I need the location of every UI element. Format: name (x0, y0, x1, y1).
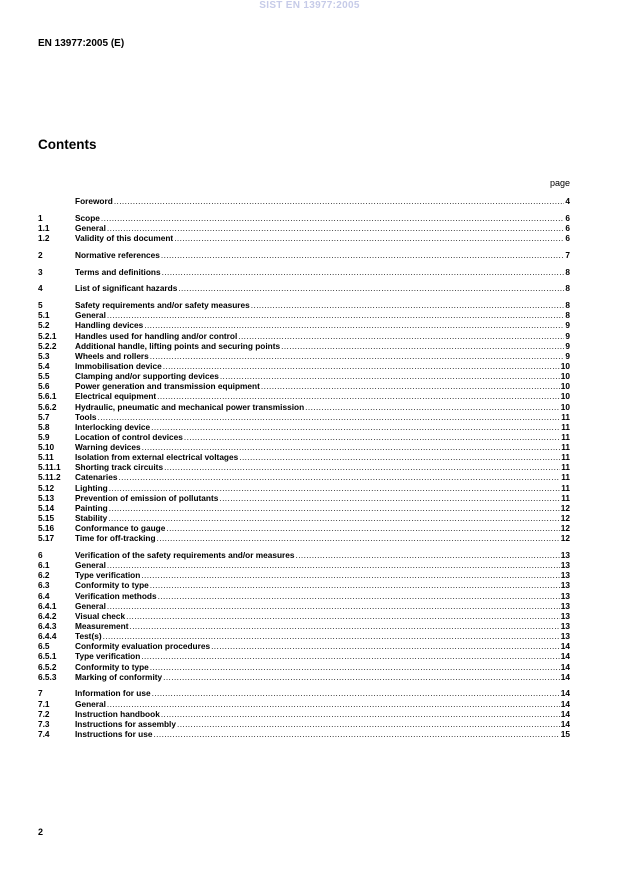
toc-entry[interactable] (38, 330, 570, 340)
toc-leader-dots (101, 213, 564, 223)
toc-entry[interactable] (38, 560, 570, 570)
toc-entry-number: 6.2 (38, 570, 50, 581)
toc-entry-page: 10 (560, 381, 570, 392)
toc-entry-title: Isolation from external electrical voltages (75, 452, 239, 463)
toc-entry-number: 1.1 (38, 223, 50, 234)
toc-leader-dots (184, 432, 560, 442)
toc-entry-title: General (75, 698, 106, 709)
toc-leader-dots (261, 381, 560, 391)
toc-entry[interactable] (38, 661, 570, 671)
toc-entry-title: General (75, 223, 106, 234)
toc-entry-number: 5.2.2 (38, 340, 57, 351)
document-id: EN 13977:2005 (E) (38, 38, 125, 49)
toc-entry-title: List of significant hazards (75, 283, 178, 294)
toc-leader-dots (107, 601, 560, 611)
toc-entry-page: 11 (561, 462, 570, 473)
toc-entry[interactable] (38, 233, 570, 243)
toc-entry-number: 6.5.3 (38, 671, 57, 682)
toc-leader-dots (238, 331, 564, 341)
toc-leader-dots (114, 196, 565, 206)
toc-entry-title: Measurement (75, 621, 129, 632)
toc-entry-page: 6 (565, 233, 570, 244)
toc-entry-page: 8 (565, 266, 570, 277)
toc-entry-number: 5.4 (38, 360, 50, 371)
toc-entry-title: Instructions for use (75, 729, 153, 740)
toc-entry-page: 7 (565, 249, 570, 260)
toc-entry-title: General (75, 560, 106, 571)
toc-entry-title: Power generation and transmission equipment (75, 381, 260, 392)
toc-leader-dots (251, 300, 565, 310)
toc-entry[interactable] (38, 688, 570, 698)
toc-leader-dots (108, 513, 559, 523)
toc-entry[interactable] (38, 442, 570, 452)
toc-leader-dots (220, 371, 560, 381)
toc-leader-dots (163, 672, 560, 682)
toc-entry-number: 5.8 (38, 421, 50, 432)
table-of-contents (38, 196, 570, 739)
toc-leader-dots (150, 351, 565, 361)
toc-entry[interactable] (38, 432, 570, 442)
toc-entry-title: Normative references (75, 249, 160, 260)
toc-entry-number: 5.2 (38, 320, 50, 331)
toc-entry[interactable] (38, 223, 570, 233)
toc-entry-number: 2 (38, 249, 43, 260)
toc-entry-page: 13 (560, 610, 570, 621)
toc-entry[interactable] (38, 533, 570, 543)
toc-entry[interactable] (38, 250, 570, 260)
toc-entry-page: 14 (560, 661, 570, 672)
toc-entry-number: 5.17 (38, 533, 55, 544)
toc-entry-page: 8 (565, 310, 570, 321)
toc-entry[interactable] (38, 401, 570, 411)
toc-entry[interactable] (38, 550, 570, 560)
toc-entry-page: 14 (560, 718, 570, 729)
toc-leader-dots (141, 570, 559, 580)
toc-leader-dots (161, 709, 560, 719)
watermark: SIST EN 13977:2005 (259, 0, 360, 11)
toc-entry[interactable] (38, 391, 570, 401)
toc-entry-number: 7.1 (38, 698, 50, 709)
toc-leader-dots (162, 267, 565, 277)
page-column-header: page (549, 178, 570, 188)
toc-leader-dots (174, 233, 564, 243)
toc-entry-number: 6.4.2 (38, 610, 57, 621)
toc-entry-title: Information for use (75, 688, 151, 699)
toc-entry-page: 11 (561, 472, 570, 483)
toc-entry-title: Electrical equipment (75, 391, 157, 402)
toc-entry-page: 9 (565, 320, 570, 331)
toc-entry-number: 6.5.2 (38, 661, 57, 672)
toc-entry-title: Painting (75, 502, 108, 513)
toc-entry-number: 4 (38, 283, 43, 294)
toc-entry-title: Visual check (75, 610, 126, 621)
toc-leader-dots (158, 591, 560, 601)
toc-entry-number: 6.4.1 (38, 600, 57, 611)
toc-entry-page: 14 (560, 698, 570, 709)
toc-entry[interactable] (38, 482, 570, 492)
toc-entry-number: 5.13 (38, 492, 55, 503)
toc-entry-number: 3 (38, 266, 43, 277)
toc-entry-title: Conformance to gauge (75, 523, 166, 534)
toc-leader-dots (177, 719, 560, 729)
toc-entry-title: General (75, 600, 106, 611)
toc-leader-dots (109, 503, 560, 513)
toc-entry-title: Immobilisation device (75, 360, 162, 371)
toc-entry-number: 6.3 (38, 580, 50, 591)
toc-leader-dots (126, 611, 560, 621)
toc-entry-title: Conformity to type (75, 661, 149, 672)
toc-leader-dots (219, 493, 560, 503)
toc-entry-number: 7 (38, 688, 43, 699)
toc-leader-dots (153, 729, 559, 739)
toc-leader-dots (109, 483, 561, 493)
toc-entry-title: Foreword (75, 196, 113, 207)
toc-entry[interactable] (38, 300, 570, 310)
toc-entry[interactable] (38, 361, 570, 371)
toc-entry[interactable] (38, 513, 570, 523)
toc-entry-title: Interlocking device (75, 421, 151, 432)
toc-entry-page: 10 (560, 371, 570, 382)
toc-leader-dots (98, 412, 561, 422)
toc-entry-title: Verification of the safety requirements and/or measures (75, 550, 295, 561)
toc-leader-dots (161, 250, 565, 260)
toc-entry[interactable] (38, 452, 570, 462)
toc-leader-dots (130, 621, 560, 631)
toc-leader-dots (305, 402, 560, 412)
toc-entry[interactable] (38, 351, 570, 361)
toc-entry[interactable] (38, 719, 570, 729)
toc-entry[interactable] (38, 698, 570, 708)
toc-entry[interactable] (38, 631, 570, 641)
toc-entry-page: 14 (560, 641, 570, 652)
toc-entry-title: Safety requirements and/or safety measures (75, 300, 250, 311)
toc-entry-title: Time for off-tracking (75, 533, 156, 544)
toc-entry-title: Stability (75, 513, 108, 524)
toc-entry-page: 13 (560, 560, 570, 571)
toc-entry-number: 5.6 (38, 381, 50, 392)
toc-entry-number: 5.11.2 (38, 472, 61, 483)
toc-leader-dots (103, 631, 560, 641)
toc-entry[interactable] (38, 213, 570, 223)
toc-entry[interactable] (38, 611, 570, 621)
toc-entry-number: 5.16 (38, 523, 55, 534)
toc-leader-dots (157, 391, 560, 401)
toc-entry-page: 11 (561, 411, 570, 422)
toc-entry[interactable] (38, 422, 570, 432)
toc-entry-title: Validity of this document (75, 233, 174, 244)
toc-entry-number: 5.5 (38, 371, 50, 382)
toc-entry-title: Type verification (75, 651, 141, 662)
toc-leader-dots (144, 320, 564, 330)
toc-entry-number: 5.15 (38, 513, 55, 524)
toc-leader-dots (295, 550, 559, 560)
toc-entry-page: 12 (560, 502, 570, 513)
toc-entry[interactable] (38, 641, 570, 651)
toc-entry-title: Test(s) (75, 631, 102, 642)
toc-entry-number: 6 (38, 550, 43, 561)
toc-entry[interactable] (38, 580, 570, 590)
toc-entry[interactable] (38, 371, 570, 381)
toc-entry-page: 6 (565, 212, 570, 223)
toc-leader-dots (164, 462, 560, 472)
toc-entry-title: Clamping and/or supporting devices (75, 371, 219, 382)
toc-entry-title: Marking of conformity (75, 671, 163, 682)
toc-entry[interactable] (38, 310, 570, 320)
toc-entry-number: 5.11.1 (38, 462, 61, 473)
toc-entry-page: 13 (560, 570, 570, 581)
toc-entry[interactable] (38, 503, 570, 513)
toc-entry-page: 9 (565, 350, 570, 361)
toc-entry[interactable] (38, 709, 570, 719)
toc-leader-dots (107, 699, 560, 709)
toc-entry[interactable] (38, 651, 570, 661)
page-title: Contents (38, 137, 97, 152)
toc-entry-number: 6.5 (38, 641, 50, 652)
toc-entry[interactable] (38, 472, 570, 482)
toc-entry[interactable] (38, 729, 570, 739)
toc-entry-page: 8 (565, 300, 570, 311)
toc-entry-page: 11 (561, 452, 570, 463)
toc-entry-page: 14 (560, 651, 570, 662)
toc-entry-page: 12 (560, 533, 570, 544)
toc-entry[interactable] (38, 621, 570, 631)
toc-entry-page: 8 (565, 283, 570, 294)
toc-entry-title: Terms and definitions (75, 266, 161, 277)
toc-leader-dots (107, 223, 564, 233)
toc-entry-title: Type verification (75, 570, 141, 581)
toc-entry-page: 9 (565, 340, 570, 351)
toc-entry-title: Conformity evaluation procedures (75, 641, 211, 652)
toc-leader-dots (118, 472, 560, 482)
toc-entry-number: 5.14 (38, 502, 55, 513)
toc-entry-page: 6 (565, 223, 570, 234)
toc-entry-page: 13 (560, 621, 570, 632)
toc-entry-page: 13 (560, 580, 570, 591)
toc-entry[interactable] (38, 590, 570, 600)
toc-entry-number: 5.6.2 (38, 401, 57, 412)
toc-entry-number: 7.4 (38, 729, 50, 740)
toc-leader-dots (107, 560, 560, 570)
toc-entry-number: 5.11 (38, 452, 54, 463)
toc-entry-title: Verification methods (75, 590, 157, 601)
toc-entry-number: 5.1 (38, 310, 50, 321)
toc-entry[interactable] (38, 672, 570, 682)
toc-leader-dots (141, 651, 559, 661)
toc-entry-number: 7.2 (38, 708, 50, 719)
toc-entry-page: 11 (561, 431, 570, 442)
toc-entry-number: 5.2.1 (38, 330, 57, 341)
toc-entry[interactable] (38, 341, 570, 351)
toc-entry-number: 6.1 (38, 560, 50, 571)
toc-entry-page: 14 (560, 688, 570, 699)
toc-entry-title: Lighting (75, 482, 108, 493)
toc-entry-number: 6.4 (38, 590, 50, 601)
toc-entry[interactable] (38, 523, 570, 533)
toc-entry-page: 12 (560, 513, 570, 524)
toc-entry-title: Location of control devices (75, 431, 183, 442)
toc-entry-title: Prevention of emission of pollutants (75, 492, 219, 503)
toc-leader-dots (166, 523, 559, 533)
toc-entry-page: 10 (560, 391, 570, 402)
toc-entry-title: Hydraulic, pneumatic and mechanical power transmission (75, 401, 305, 412)
toc-entry[interactable] (38, 493, 570, 503)
toc-entry-page: 11 (561, 492, 570, 503)
toc-leader-dots (178, 283, 564, 293)
toc-entry-title: Warning devices (75, 442, 141, 453)
toc-leader-dots (107, 310, 564, 320)
toc-entry-number: 7.3 (38, 718, 50, 729)
toc-entry-number: 5.10 (38, 442, 55, 453)
toc-leader-dots (142, 442, 561, 452)
toc-entry-page: 9 (565, 330, 570, 341)
toc-entry-title: Shorting track circuits (75, 462, 164, 473)
toc-entry[interactable] (38, 320, 570, 330)
toc-entry-page: 11 (561, 421, 570, 432)
toc-leader-dots (151, 422, 560, 432)
toc-leader-dots (152, 688, 560, 698)
toc-entry-title: Tools (75, 411, 97, 422)
toc-entry-page: 11 (561, 442, 570, 453)
toc-entry-number: 6.4.4 (38, 631, 57, 642)
toc-entry-number: 1 (38, 212, 43, 223)
toc-entry-number: 5 (38, 300, 43, 311)
toc-entry-page: 13 (560, 550, 570, 561)
toc-entry-title: Additional handle, lifting points and securing points (75, 340, 281, 351)
toc-entry-page: 14 (560, 708, 570, 719)
toc-entry-title: Handles used for handling and/or control (75, 330, 238, 341)
toc-entry-title: Instructions for assembly (75, 718, 176, 729)
toc-leader-dots (150, 662, 560, 672)
toc-entry-number: 5.3 (38, 350, 50, 361)
toc-entry-number: 1.2 (38, 233, 50, 244)
toc-entry-title: Catenaries (75, 472, 118, 483)
toc-leader-dots (281, 341, 564, 351)
toc-leader-dots (150, 580, 560, 590)
toc-entry-page: 12 (560, 523, 570, 534)
toc-entry-title: General (75, 310, 106, 321)
toc-entry[interactable] (38, 601, 570, 611)
toc-entry-title: Handling devices (75, 320, 144, 331)
toc-entry[interactable] (38, 381, 570, 391)
toc-entry-page: 11 (561, 482, 570, 493)
toc-leader-dots (239, 452, 560, 462)
toc-entry[interactable] (38, 196, 570, 206)
toc-entry-number: 5.9 (38, 431, 50, 442)
toc-entry[interactable] (38, 266, 570, 276)
page-number: 2 (38, 827, 44, 837)
toc-entry-number: 6.5.1 (38, 651, 57, 662)
toc-entry-title: Instruction handbook (75, 708, 160, 719)
toc-entry[interactable] (38, 283, 570, 293)
toc-entry-page: 15 (560, 729, 570, 740)
toc-entry-number: 6.4.3 (38, 621, 57, 632)
toc-leader-dots (163, 361, 560, 371)
toc-entry-number: 5.6.1 (38, 391, 57, 402)
toc-entry-title: Conformity to type (75, 580, 149, 591)
toc-entry-page: 10 (560, 360, 570, 371)
toc-entry-title: Scope (75, 212, 100, 223)
toc-entry[interactable] (38, 570, 570, 580)
toc-entry-number: 5.12 (38, 482, 55, 493)
toc-entry-page: 14 (560, 671, 570, 682)
toc-entry-page: 10 (560, 401, 570, 412)
toc-entry[interactable] (38, 462, 570, 472)
toc-entry-page: 13 (560, 600, 570, 611)
toc-entry[interactable] (38, 412, 570, 422)
toc-leader-dots (211, 641, 560, 651)
toc-entry-page: 4 (565, 196, 570, 207)
toc-entry-number: 5.7 (38, 411, 50, 422)
toc-entry-page: 13 (560, 631, 570, 642)
toc-entry-title: Wheels and rollers (75, 350, 149, 361)
toc-entry-page: 13 (560, 590, 570, 601)
toc-leader-dots (157, 533, 560, 543)
